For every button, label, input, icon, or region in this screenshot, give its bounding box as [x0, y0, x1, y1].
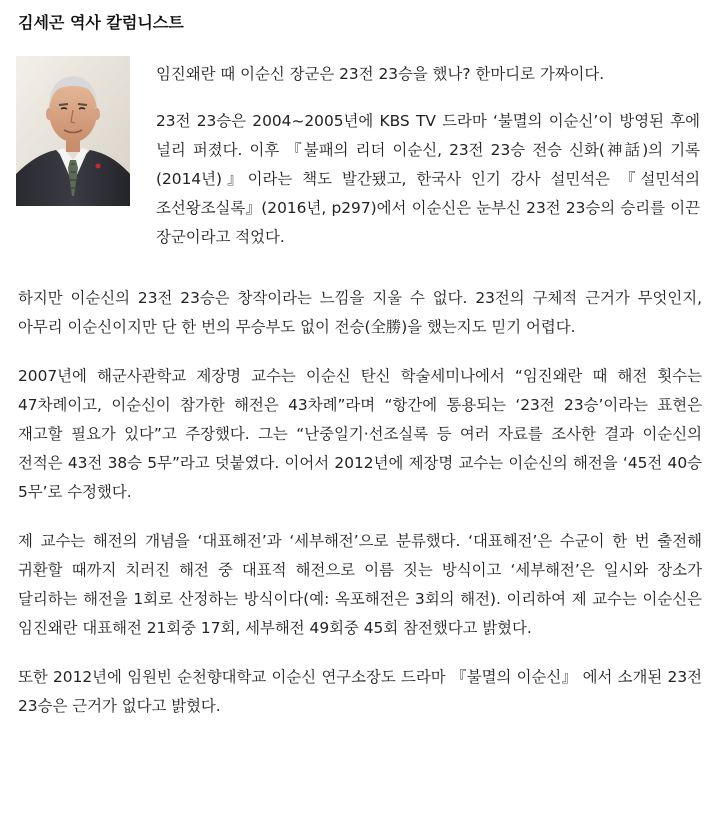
- columnist-portrait-photo: [16, 56, 130, 206]
- columnist-title: 김세곤 역사 칼럼니스트: [18, 13, 184, 32]
- body-paragraph-research-2007: 2007년에 해군사관학교 제장명 교수는 이순신 탄신 학술세미나에서 “임진왜란 때 해전 횟수는 47차례이고, 이순신이 참가한 해전은 43차례”라며 “항간에 통용되는 ‘23전 23승’이라는 표현은 재고할 필요가 있다”고 주장했다. 그는 “난중일기·선조실록 등 여러 자료를 조사한 결과 이순신의 전적은 43전 38승 5무”라고 덧붙였다. 이어서 2012년에 제장명 교수는 이순신의 해전을 ‘45전 40승 5무’로 수정했다.: [18, 367, 702, 501]
- intro-section: [156, 60, 700, 252]
- body-paragraph-2012: 또한 2012년에 임원빈 순천향대학교 이순신 연구소장도 드라마 『불멸의 이순신』 에서 소개된 23전 23승은 근거가 없다고 밝혔다.: [18, 668, 702, 715]
- intro-paragraph-question: 임진왜란 때 이순신 장군은 23전 23승을 했나? 한마디로 가짜이다.: [156, 65, 605, 83]
- portrait-image: [16, 56, 130, 206]
- intro-paragraph-origin: 23전 23승은 2004~2005년에 KBS TV 드라마 ‘불멸의 이순신’이 방영된 후에 널리 퍼졌다. 이후 『불패의 리더 이순신, 23전 23승 전승 신화(神話)의 기록(2014년)』이라는 책도 발간됐고, 한국사 인기 강사 설민석은 『설민석의 조선왕조실록』(2016년, p297)에서 이순신은 눈부신 23전 23승의 승리를 이끈 장군이라고 적었다.: [156, 112, 700, 246]
- article-body: [18, 284, 702, 741]
- body-paragraph-doubt: 하지만 이순신의 23전 23승은 창작이라는 느낌을 지울 수 없다. 23전의 구체적 근거가 무엇인지, 아무리 이순신이지만 단 한 번의 무승부도 없이 전승(全勝)을 했는지도 믿기 어렵다.: [18, 289, 702, 336]
- body-paragraph-classification: 제 교수는 해전의 개념을 ‘대표해전’과 ‘세부해전’으로 분류했다. ‘대표해전’은 수군이 한 번 출전해 귀환할 때까지 치러진 해전 중 대표적 해전으로 이름 짓는 방식이고 ‘세부해전’은 일시와 장소가 달리하는 해전을 1회로 산정하는 방식이다(예: 옥포해전은 3회의 해전). 이리하여 제 교수는 이순신은 임진왜란 대표해전 21회중 17회, 세부해전 49회중 45회 참전했다고 밝혔다.: [18, 532, 702, 637]
